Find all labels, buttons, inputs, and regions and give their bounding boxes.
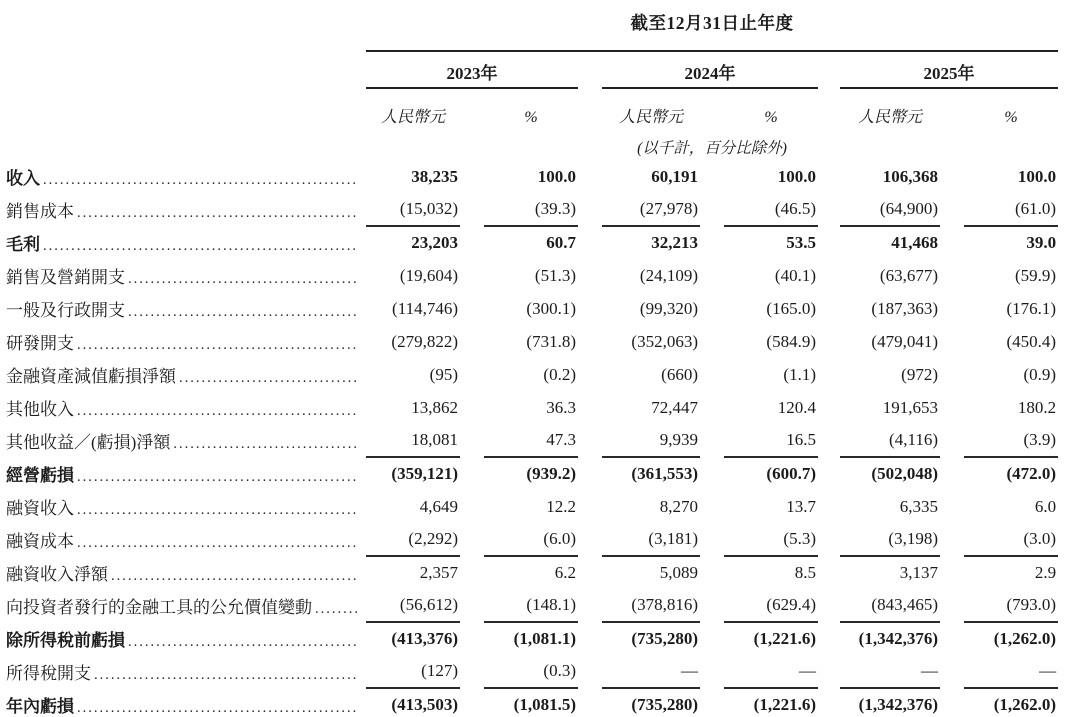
value-cell: 106,368	[882, 166, 938, 186]
value-cell: (1,221.6)	[753, 629, 816, 648]
value-cell: 39.0	[1026, 233, 1057, 252]
title-row	[0, 0, 1058, 51]
table-row	[0, 523, 1058, 556]
value-cell: 18,081	[366, 424, 460, 457]
value-cell: (361,553)	[631, 464, 698, 483]
value-cell: (27,978)	[602, 193, 700, 226]
value-cell: (660)	[661, 364, 698, 384]
value-cell: (59.9)	[1014, 265, 1057, 285]
dot-leader	[77, 697, 358, 717]
value-cell: 23,203	[411, 233, 458, 252]
value-cell: (99,320)	[639, 298, 698, 318]
dot-leader	[77, 499, 358, 519]
value-cell: 100.0	[1017, 166, 1057, 186]
value-cell: (114,746)	[392, 298, 458, 318]
row-label: 收入	[6, 169, 40, 188]
value-cell: (629.4)	[724, 589, 818, 622]
value-cell: (6.0)	[484, 523, 578, 556]
value-cell: (40.1)	[774, 265, 816, 285]
value-cell: 2,357	[419, 563, 458, 582]
value-cell: (378,816)	[602, 589, 700, 622]
value-cell: 2.9	[1034, 563, 1057, 582]
value-cell: —	[724, 655, 818, 688]
value-cell: (176.1)	[1006, 298, 1057, 318]
value-cell: (1,081.1)	[513, 629, 576, 648]
value-cell: 47.3	[484, 424, 578, 457]
value-cell: (472.0)	[1006, 464, 1057, 483]
percent-header: %	[1004, 109, 1018, 126]
value-cell: 8,270	[659, 496, 698, 516]
value-cell: 13.7	[786, 496, 816, 516]
table-row	[0, 424, 1058, 457]
value-cell: (735,280)	[631, 629, 698, 648]
value-cell: 36.3	[546, 397, 576, 417]
value-cell: —	[964, 655, 1058, 688]
value-cell: (1,262.0)	[993, 629, 1057, 648]
value-cell: 6,335	[899, 496, 938, 516]
table-row	[0, 160, 1058, 193]
value-cell: (187,363)	[871, 298, 938, 318]
value-cell: 100.0	[777, 166, 816, 186]
currency-header: 人民幣元	[618, 109, 683, 126]
value-cell: 6.0	[1034, 496, 1057, 516]
value-cell: 53.5	[786, 233, 816, 252]
value-cell: (46.5)	[724, 193, 818, 226]
row-label: 除所得稅前虧損	[6, 631, 125, 650]
value-cell: (15,032)	[366, 193, 460, 226]
value-cell: (843,465)	[840, 589, 940, 622]
percent-header: %	[524, 109, 538, 126]
dot-leader	[173, 433, 358, 453]
value-cell: (939.2)	[526, 464, 576, 483]
dot-leader	[111, 565, 358, 585]
subheader-row	[0, 88, 1058, 133]
value-cell: (4,116)	[840, 424, 940, 457]
value-cell: (0.2)	[543, 364, 576, 384]
dot-leader	[77, 334, 358, 354]
table-row	[0, 490, 1058, 523]
row-label: 融資成本	[6, 532, 74, 551]
value-cell: (502,048)	[871, 464, 938, 483]
value-cell: (51.3)	[534, 265, 576, 285]
value-cell: (479,041)	[871, 331, 938, 351]
value-cell: —	[602, 655, 700, 688]
value-cell: (127)	[366, 655, 460, 688]
value-cell: (3,198)	[840, 523, 940, 556]
table-row	[0, 622, 1058, 655]
value-cell: (165.0)	[766, 298, 816, 318]
value-cell: 120.4	[777, 397, 816, 417]
table-title: 截至12月31日止年度	[366, 0, 1058, 51]
value-cell: (413,503)	[391, 695, 458, 714]
value-cell: (61.0)	[964, 193, 1058, 226]
dot-leader	[94, 664, 358, 684]
row-label: 其他收益／(虧損)淨額	[6, 433, 171, 452]
table-row	[0, 589, 1058, 622]
row-label: 經營虧損	[6, 466, 74, 485]
value-cell: (56,612)	[366, 589, 460, 622]
value-cell: (793.0)	[964, 589, 1058, 622]
value-cell: (600.7)	[766, 464, 816, 483]
dot-leader	[77, 532, 358, 552]
value-cell: (584.9)	[766, 331, 816, 351]
table-body	[0, 160, 1058, 717]
value-cell: (3,181)	[602, 523, 700, 556]
table-row	[0, 193, 1058, 226]
value-cell: (279,822)	[391, 331, 458, 351]
value-cell: (413,376)	[391, 629, 458, 648]
value-cell: (359,121)	[391, 464, 458, 483]
row-label: 其他收入	[6, 400, 74, 419]
dot-leader	[43, 235, 358, 255]
value-cell: 41,468	[891, 233, 938, 252]
row-label: 銷售及營銷開支	[6, 268, 125, 287]
row-label: 一般及行政開支	[6, 301, 125, 320]
dot-leader	[43, 169, 358, 189]
value-cell: (1,342,376)	[858, 695, 938, 714]
value-cell: (1,221.6)	[753, 695, 816, 714]
value-cell: 6.2	[554, 563, 576, 582]
value-cell: 16.5	[724, 424, 818, 457]
value-cell: 180.2	[1017, 397, 1057, 417]
dot-leader	[179, 367, 358, 387]
value-cell: 32,213	[651, 233, 698, 252]
value-cell: (3.9)	[964, 424, 1058, 457]
value-cell: (0.9)	[1023, 364, 1057, 384]
value-cell: 72,447	[651, 397, 698, 417]
dot-leader	[77, 466, 358, 486]
units-note: (以千計，百分比除外)	[637, 139, 787, 157]
value-cell: (1,262.0)	[993, 695, 1057, 714]
value-cell: 191,653	[882, 397, 938, 417]
value-cell: (64,900)	[840, 193, 940, 226]
table-row	[0, 358, 1058, 391]
table-row	[0, 292, 1058, 325]
value-cell: (95)	[429, 364, 458, 384]
value-cell: 60,191	[651, 166, 698, 186]
value-cell: 12.2	[546, 496, 576, 516]
value-cell: (5.3)	[724, 523, 818, 556]
row-label: 銷售成本	[6, 202, 74, 221]
row-label: 融資收入	[6, 499, 74, 518]
table-row	[0, 688, 1058, 717]
table-row	[0, 655, 1058, 688]
value-cell: (972)	[901, 364, 938, 384]
value-cell: (24,109)	[639, 265, 698, 285]
value-cell: 8.5	[794, 563, 816, 582]
value-cell: (63,677)	[879, 265, 938, 285]
value-cell: (735,280)	[631, 695, 698, 714]
value-cell: 38,235	[411, 166, 458, 186]
dot-leader	[128, 268, 358, 288]
value-cell: —	[840, 655, 940, 688]
value-cell: (352,063)	[631, 331, 698, 351]
table-header	[0, 0, 1058, 160]
value-cell: 100.0	[537, 166, 576, 186]
dot-leader	[77, 202, 358, 222]
year-header-2023: 2023年	[366, 51, 578, 88]
currency-header: 人民幣元	[857, 109, 922, 126]
row-label: 融資收入淨額	[6, 565, 108, 584]
percent-header: %	[764, 109, 778, 126]
units-note-row	[0, 133, 1058, 160]
table-row	[0, 457, 1058, 490]
value-cell: 4,649	[419, 496, 458, 516]
table-row	[0, 325, 1058, 358]
table-row	[0, 556, 1058, 589]
value-cell: 9,939	[602, 424, 700, 457]
value-cell: (731.8)	[526, 331, 576, 351]
row-label: 研發開支	[6, 334, 74, 353]
row-label: 年內虧損	[6, 697, 74, 716]
value-cell: (1,342,376)	[858, 629, 938, 648]
value-cell: 13,862	[411, 397, 458, 417]
dot-leader	[315, 598, 358, 618]
value-cell: (19,604)	[399, 265, 458, 285]
year-header-2024: 2024年	[602, 51, 818, 88]
value-cell: 3,137	[899, 563, 938, 582]
table-row	[0, 226, 1058, 259]
row-label: 向投資者發行的金融工具的公允價值變動	[6, 598, 312, 617]
value-cell: (148.1)	[484, 589, 578, 622]
row-label: 毛利	[6, 235, 40, 254]
currency-header: 人民幣元	[380, 109, 445, 126]
value-cell: 60.7	[546, 233, 576, 252]
table-row	[0, 391, 1058, 424]
value-cell: (39.3)	[484, 193, 578, 226]
year-header-row	[0, 51, 1058, 88]
year-header-2025: 2025年	[840, 51, 1058, 88]
value-cell: (3.0)	[964, 523, 1058, 556]
value-cell: (1,081.5)	[513, 695, 576, 714]
value-cell: (2,292)	[366, 523, 460, 556]
row-label: 金融資產減值虧損淨額	[6, 367, 176, 386]
value-cell: (1.1)	[783, 364, 816, 384]
table-row	[0, 259, 1058, 292]
value-cell: (450.4)	[1006, 331, 1057, 351]
dot-leader	[128, 631, 358, 651]
value-cell: 5,089	[659, 563, 698, 582]
value-cell: (0.3)	[484, 655, 578, 688]
value-cell: (300.1)	[526, 298, 576, 318]
dot-leader	[77, 400, 358, 420]
dot-leader	[128, 301, 358, 321]
row-label: 所得稅開支	[6, 664, 91, 683]
